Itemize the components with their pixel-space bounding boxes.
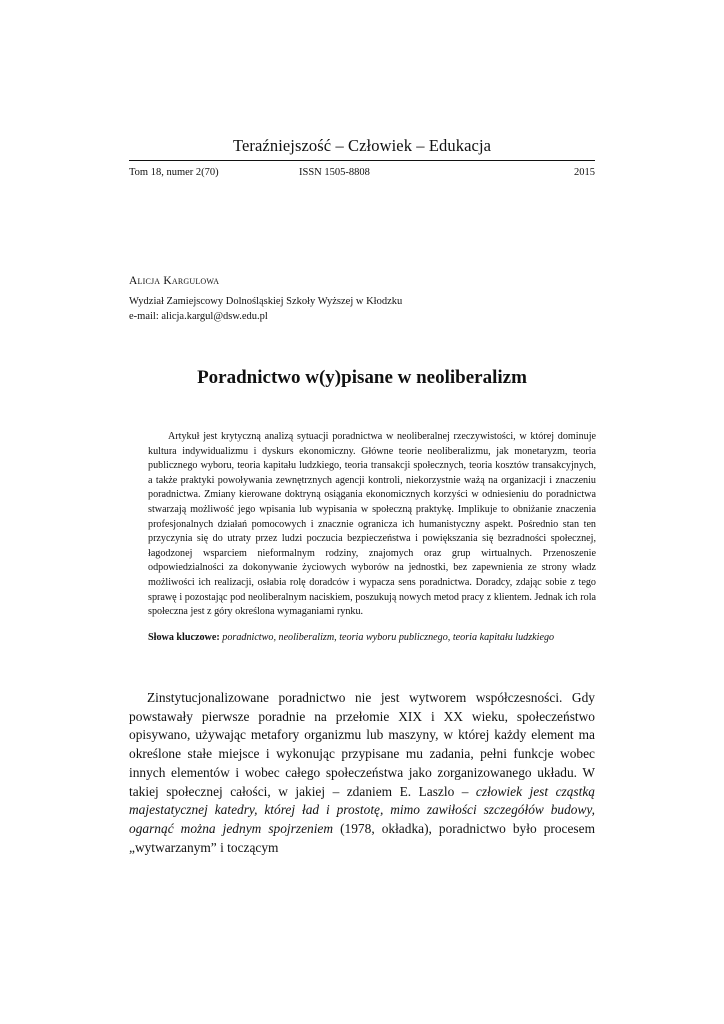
volume-number: Tom 18, numer 2(70) [129,167,219,178]
abstract: Artykuł jest krytyczną analizą sytuacji poradnictwa w neoliberalnej rzeczywistości, w której dominuje kultura indywidualizmu i dyskurs ekonomiczny. Główne teorie neoliberalizmu, jak monetaryzm, teoria publicznego wyboru, teoria kapitału ludzkiego, teoria transakcji społecznych, teoria kosztów transakcyjnych, a także praktyki powoływania zewnętrznych agencji kontroli, niekorzystnie ważą na organizacji i znaczeniu poradnictwa. Zmiany kierowane doktryną osiągania ekonomicznych korzyści w odniesieniu do poradnictwa stwarzają możliwość jego wpisania lub wypisania w społeczną praktykę. Implikuje to obniżanie znaczenia profesjonalnych działań pomocowych i znacznie ogranicza ich humanistyczny aspekt. Pośrednio stan ten przyczynia się do utraty przez ludzi poczucia bezpieczeństwa i powiększania się bezradności społecznej, łagodzonej wsparciem nieformalnym rodziny, znajomych oraz grup wirtualnych. Przenoszenie odpowiedzialności za dokonywanie życiowych wyborów na jednostki, bez zapewnienia ze strony władz możliwości ich realizacji, osłabia rolę doradców i wypacza sens poradnictwa. Doradcy, zdając sobie z tego sprawę i pozostając pod neoliberalnym naciskiem, poszukują nowych metod pracy z klientem. Jednak ich rola społeczna jest z góry określona wymaganiami rynku. [148,431,596,618]
keywords-label: Słowa kluczowe: [148,632,220,643]
body-paragraph: Zinstytucjonalizowane poradnictwo nie jest wytworem współczesności. Gdy powstawały pierwsze poradnie na przełomie XIX i XX wieku, społeczeństwo opisywano, używając metafory organizmu lub maszyny, w której każdy element ma określone stałe miejsce i wykonując przypisane mu zadania, pełni funkcje wobec innych elementów i wobec całego społeczeństwa jako zorganizowanego układu. W takiej społecznej całości, w jakiej – zdaniem E. Laszlo – człowiek jest cząstką majestatycznej katedry, której ład i prostotę, mimo zawiłości szczegółów budowy, ogarnąć można jednym spojrzeniem (1978, okładka), poradnictwo było procesem „wytwarzanym” i toczącym [129,690,595,855]
author-email: e-mail: alicja.kargul@dsw.edu.pl [129,310,268,322]
keywords [148,631,596,646]
paper-title: Poradnictwo w(y)pisane w neoliberalizm [197,367,527,388]
publication-year: 2015 [574,167,595,178]
author-name: Alicja Kargulowa [129,275,220,287]
journal-title: Teraźniejszość – Człowiek – Edukacja [232,136,492,155]
quote-italic: człowiek jest cząstką majestatycznej katedry, której ład i prostotę, mimo zawiłości szczegółów budowy, ogarnąć można jednym spojrzeniem [129,783,595,836]
issn: ISSN 1505-8808 [299,167,370,178]
author-affiliation: Wydział Zamiejscowy Dolnośląskiej Szkoły Wyższej w Kłodzku [129,296,403,307]
header-rule [129,160,595,161]
keywords-text: poradnictwo, neoliberalizm, teoria wyboru publicznego, teoria kapitału ludzkiego [222,632,555,643]
author-affiliation-block [129,295,402,324]
